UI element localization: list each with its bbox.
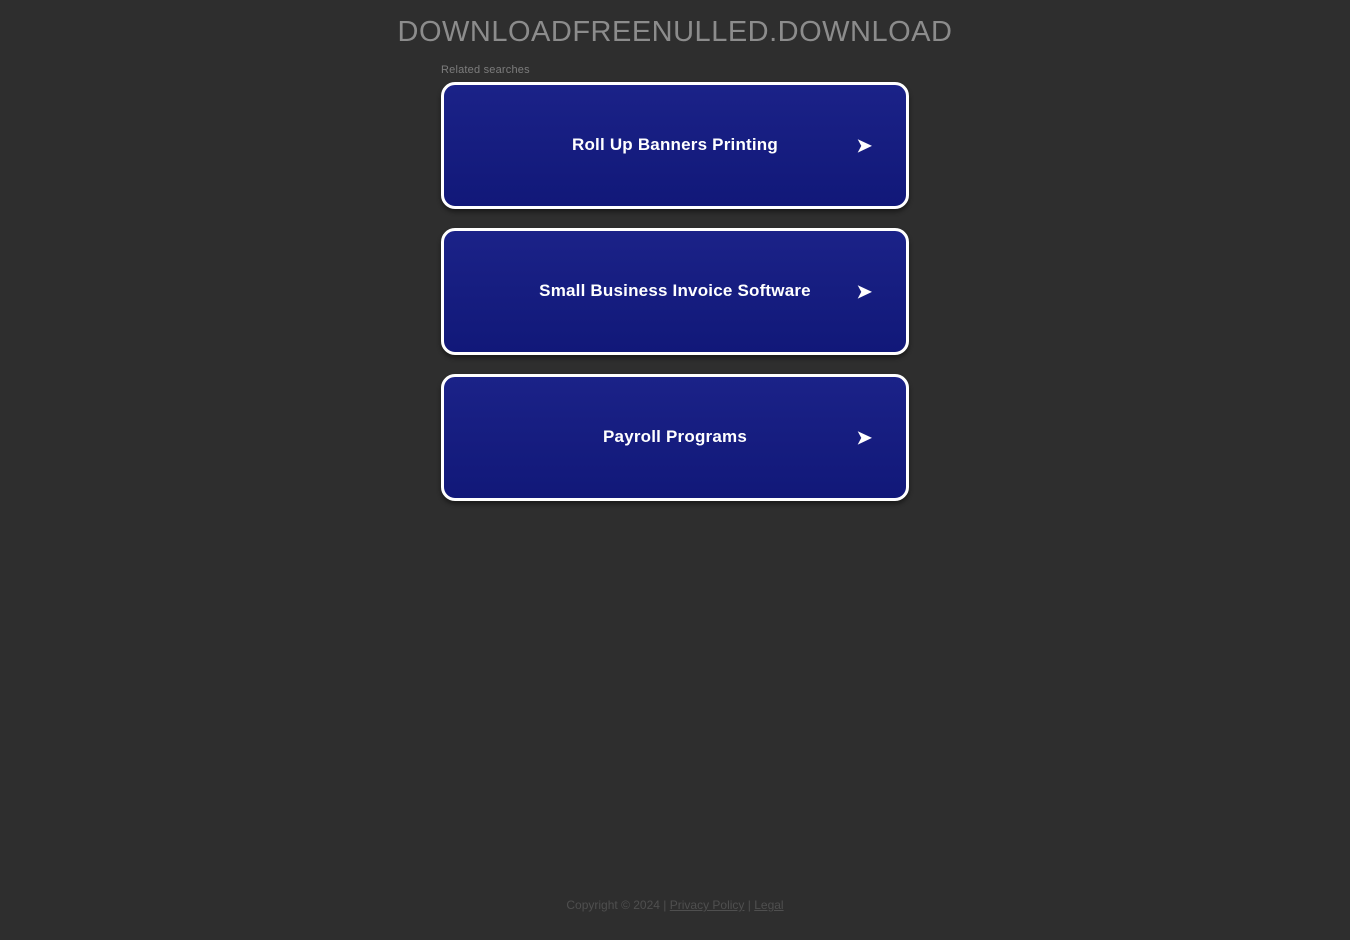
related-searches-list — [441, 82, 909, 520]
ad-title: Payroll Programs — [603, 427, 747, 447]
footer-copyright: Copyright © 2024 | — [566, 898, 667, 912]
ad-title: Roll Up Banners Printing — [572, 135, 778, 155]
related-searches-label: Related searches — [441, 64, 530, 76]
legal-link[interactable]: Legal — [754, 898, 784, 912]
footer-separator: | — [747, 898, 751, 912]
arrow-right-icon: ➤ — [855, 280, 873, 303]
arrow-right-icon: ➤ — [855, 426, 873, 449]
ad-card-1[interactable] — [441, 82, 909, 209]
ad-title: Small Business Invoice Software — [539, 281, 811, 301]
ad-card-2[interactable] — [441, 228, 909, 355]
page-title: DOWNLOADFREENULLED.DOWNLOAD — [397, 16, 953, 48]
arrow-right-icon: ➤ — [855, 134, 873, 157]
footer — [0, 898, 1350, 912]
privacy-policy-link[interactable]: Privacy Policy — [669, 898, 745, 912]
ad-card-3[interactable] — [441, 374, 909, 501]
